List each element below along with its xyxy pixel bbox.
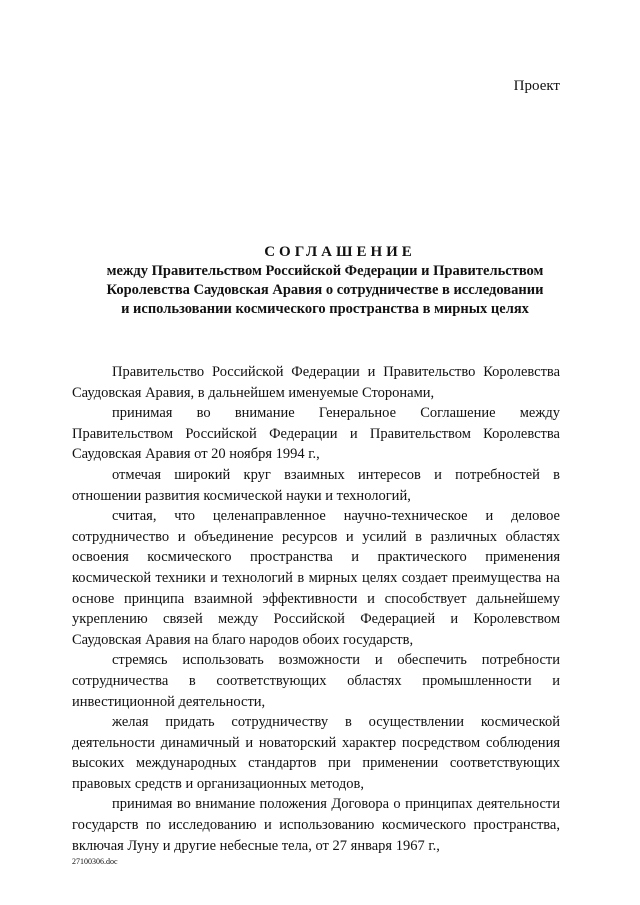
paragraph-outer-space-treaty: принимая во внимание положения Договора о принципах деятельности государств по исследованию и использованию космического пространства, включая Луну и другие небесные тела, от 27 января 1967 г., <box>72 796 560 854</box>
subtitle-line: и использовании космического пространства в мирных целях <box>121 301 529 317</box>
subtitle-line: между Правительством Российской Федерации и Правительством <box>106 263 544 279</box>
document-body <box>72 362 560 856</box>
paragraph-cooperation: считая, что целенаправленное научно-техническое и деловое сотрудничество и объединение ресурсов и усилий в различных областях освоения космического пространства и практического применения космической техники и технологий в мирных целях создает преимущества на основе принципа взаимной эффективности и способствует дальнейшему укреплению связей между Российской Федерацией и Королевством Саудовская Аравия на благо народов обоих государств, <box>72 508 560 648</box>
paragraph-mutual-interests: отмечая широкий круг взаимных интересов и потребностей в отношении развития космической науки и технологий, <box>72 466 560 504</box>
paragraph-preamble: Правительство Российской Федерации и Правительство Королевства Саудовская Аравия, в дальнейшем именуемые Сторонами, <box>72 364 560 401</box>
document-subtitle <box>80 262 570 319</box>
draft-label: Проект <box>513 78 560 94</box>
paragraph-industry: стремясь использовать возможности и обеспечить потребности сотрудничества в соответствующих областях промышленности и инвестиционной деятельности, <box>72 652 560 710</box>
document-title: СОГЛАШЕНИЕ <box>264 244 416 260</box>
subtitle-line: Королевства Саудовская Аравия о сотрудничестве в исследовании <box>106 282 544 298</box>
paragraph-standards: желая придать сотрудничеству в осуществлении космической деятельности динамичный и новаторский характер посредством соблюдения высоких международных стандартов при применении соответствующих правовых средств и организационных методов, <box>72 714 560 792</box>
paragraph-general-agreement: принимая во внимание Генеральное Соглашение между Правительством Российской Федерации и Правительством Королевства Саудовская Аравия от 20 ноября 1994 г., <box>72 405 560 463</box>
file-name: 27100306.doc <box>72 857 118 866</box>
